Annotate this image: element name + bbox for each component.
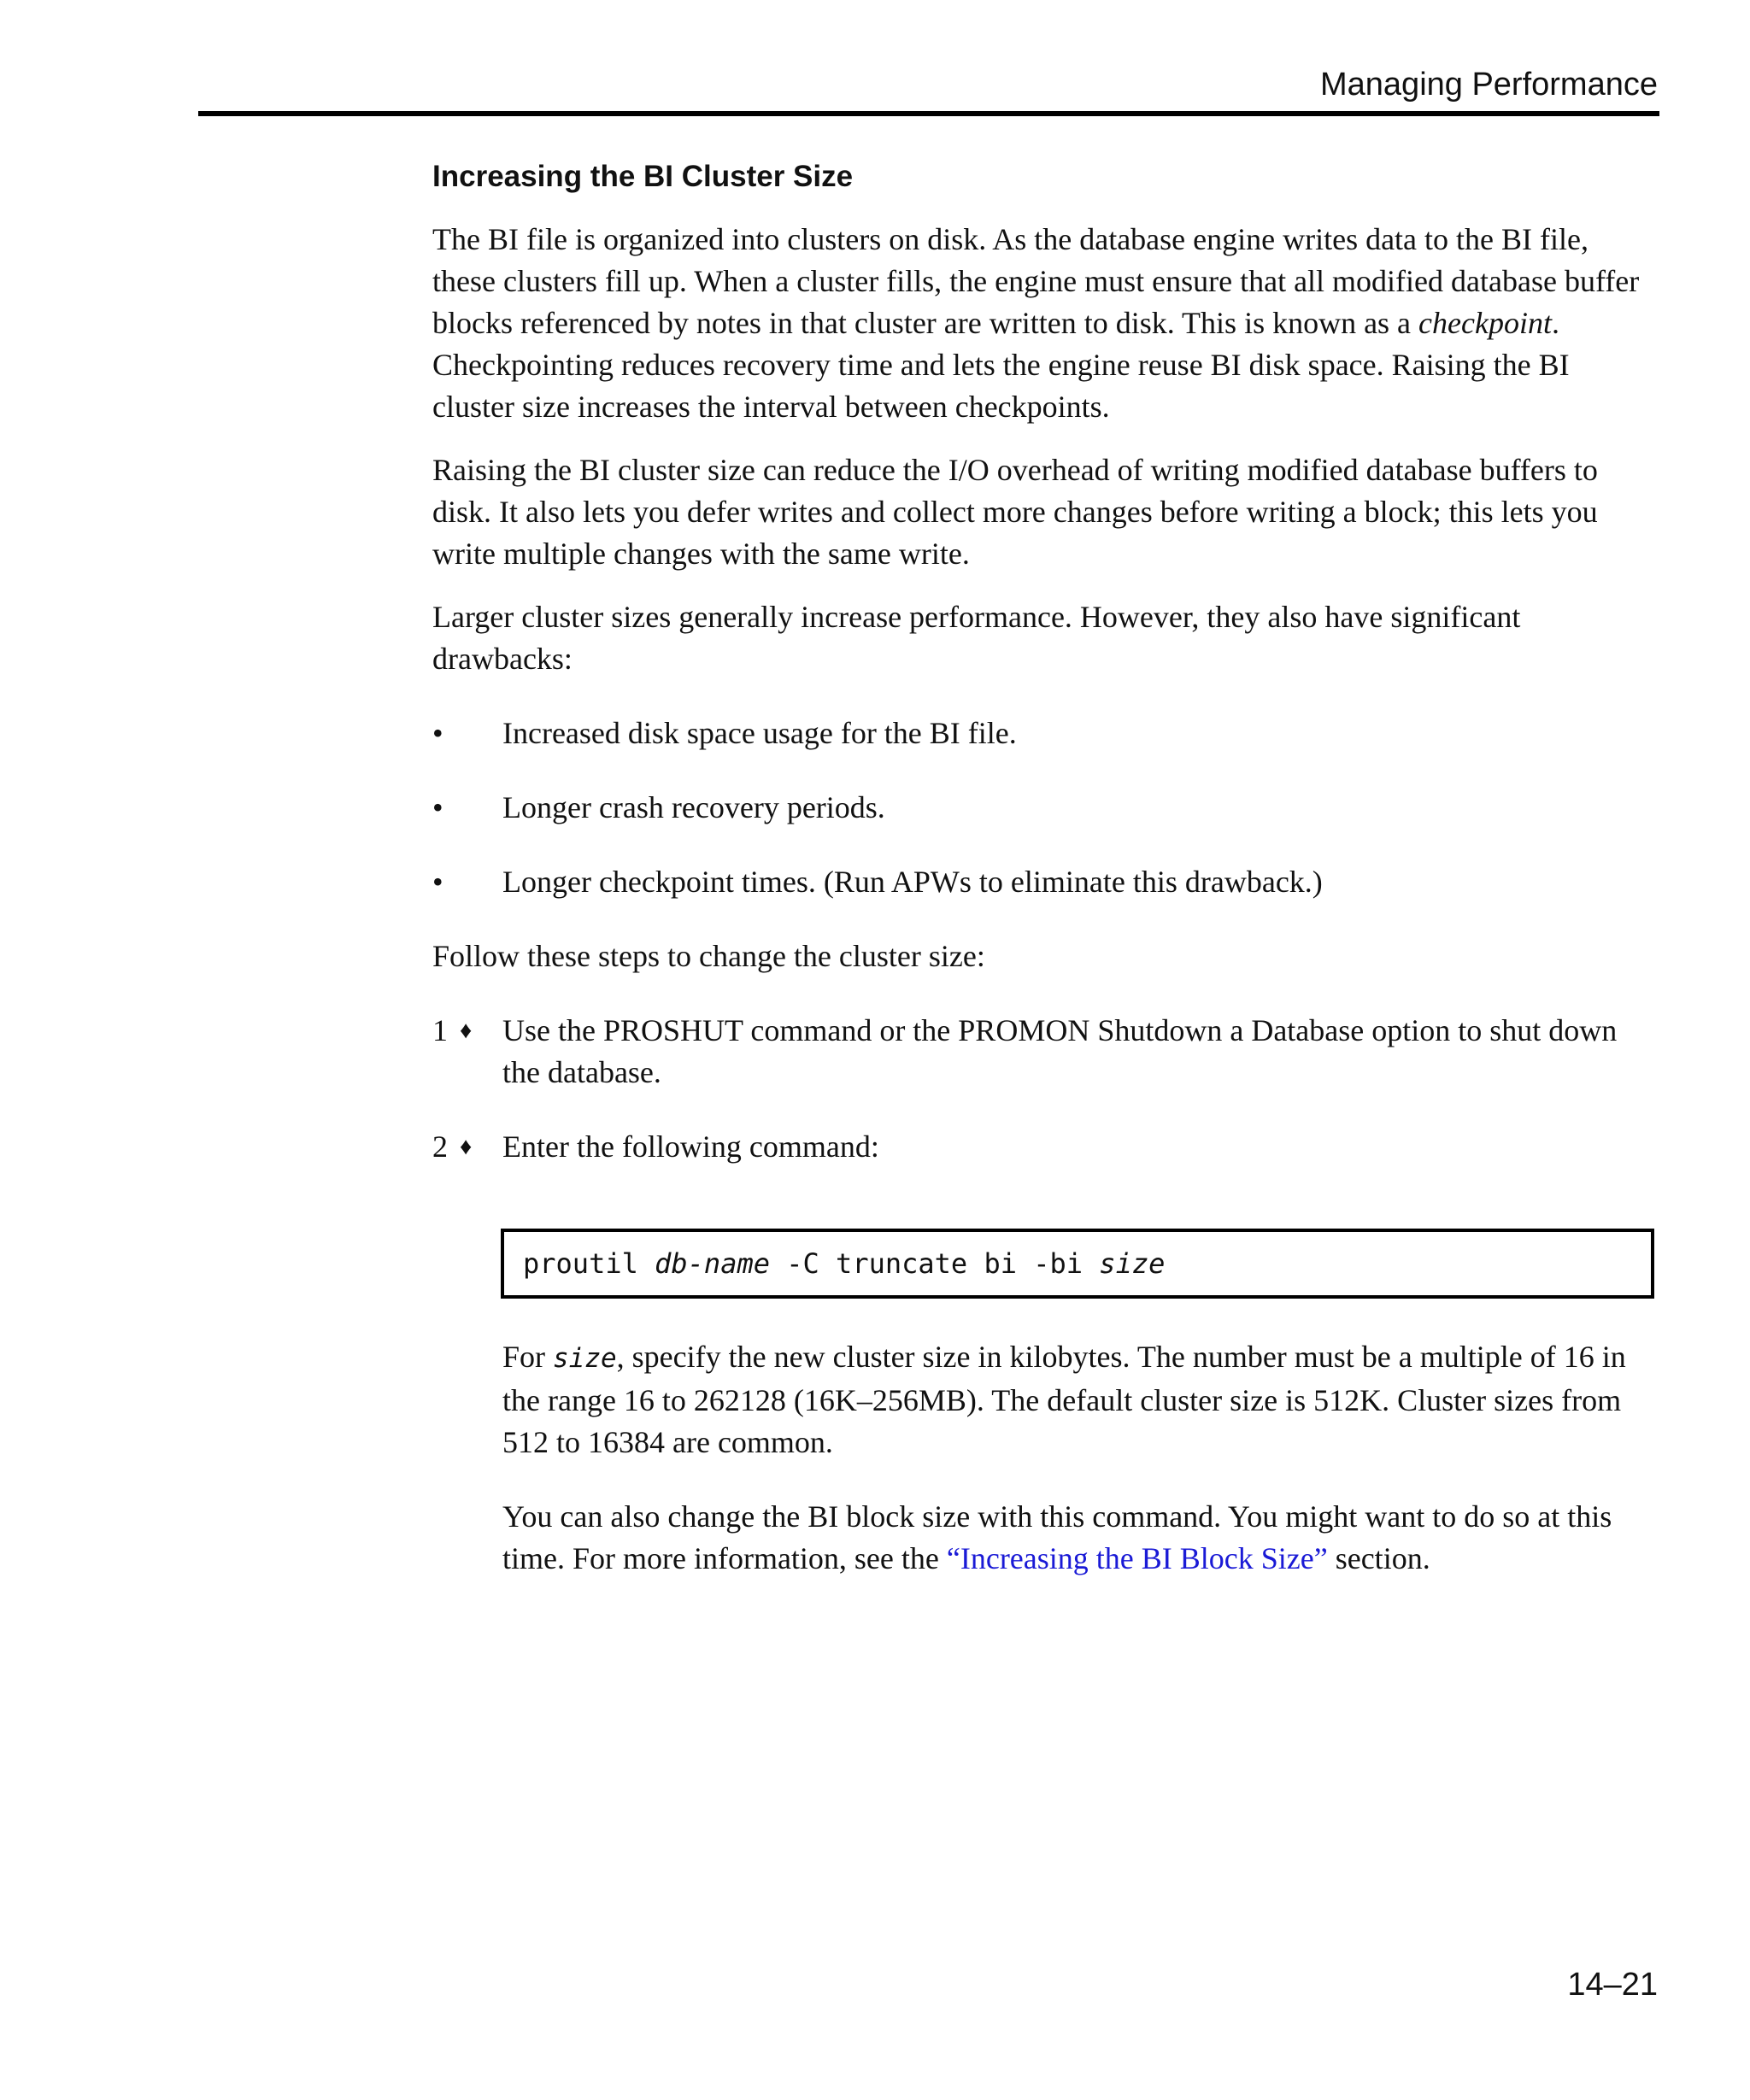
block-size-tail: section.: [1327, 1541, 1430, 1575]
cross-reference-link[interactable]: “Increasing the BI Block Size”: [946, 1541, 1328, 1575]
step-text: Enter the following command:: [502, 1129, 879, 1164]
diamond-icon: ♦: [460, 1018, 473, 1044]
bullet-text: Longer checkpoint times. (Run APWs to eliminate this drawback.): [502, 865, 1323, 899]
command-arg-size: size: [1099, 1247, 1166, 1280]
paragraph-block-size: [502, 1496, 1656, 1580]
size-rest: , specify the new cluster size in kilobytes. The number must be a multiple of 16 in the range 16 to 262128 (16K–256MB). The default cluster size is 512K. Cluster sizes from 512 to 16384 are common.: [502, 1340, 1626, 1459]
command-line: [523, 1247, 1165, 1280]
bullet-text: Longer crash recovery periods.: [502, 790, 885, 824]
paragraph-intro-part2: . Checkpointing reduces recovery time and lets the engine reuse BI disk space. Raising the BI cluster size increases the interval between checkpoints.: [432, 306, 1570, 424]
bullet-icon: •: [432, 716, 443, 750]
bullet-icon: •: [432, 790, 443, 824]
bullet-icon: •: [432, 865, 443, 899]
running-header: Managing Performance: [1320, 67, 1658, 103]
diamond-icon: ♦: [460, 1134, 473, 1160]
command-options: -C truncate bi -bi: [769, 1247, 1100, 1280]
header-rule: [198, 111, 1659, 116]
size-term: size: [553, 1343, 617, 1374]
block-size-lead: You can also change the BI block size with this command. You might want to do so at this time. For more information, see the: [502, 1499, 1612, 1575]
command-name: proutil: [523, 1247, 655, 1280]
paragraph-intro-part1: The BI file is organized into clusters on disk. As the database engine writes data to the BI file, these clusters fill up. When a cluster fills, the engine must ensure that all modified database buffer blocks referenced by notes in that cluster are written to disk. This is known as a: [432, 222, 1640, 340]
size-lead: For: [502, 1340, 554, 1374]
paragraph-io-overhead: Raising the BI cluster size can reduce the I/O overhead of writing modified database buffers to disk. It also lets you defer writes and collect more changes before writing a block; this lets you write multiple changes with the same write.: [432, 453, 1598, 571]
command-arg-db-name: db-name: [655, 1247, 770, 1280]
paragraph-intro: [432, 219, 1656, 428]
step-number: 1: [432, 1013, 448, 1047]
step-text: Use the PROSHUT command or the PROMON Shutdown a Database option to shut down the database.: [502, 1013, 1618, 1089]
bullet-text: Increased disk space usage for the BI file.: [502, 716, 1017, 750]
code-block: [501, 1229, 1654, 1299]
checkpoint-term: checkpoint: [1418, 306, 1552, 340]
page-number: 14–21: [1567, 1967, 1658, 2003]
paragraph-size-explanation: [502, 1336, 1656, 1464]
steps-lead: Follow these steps to change the cluster size:: [432, 939, 985, 973]
paragraph-drawbacks: Larger cluster sizes generally increase performance. However, they also have significant drawbacks:: [432, 600, 1521, 676]
section-heading: Increasing the BI Cluster Size: [432, 160, 854, 193]
step-number: 2: [432, 1129, 448, 1164]
